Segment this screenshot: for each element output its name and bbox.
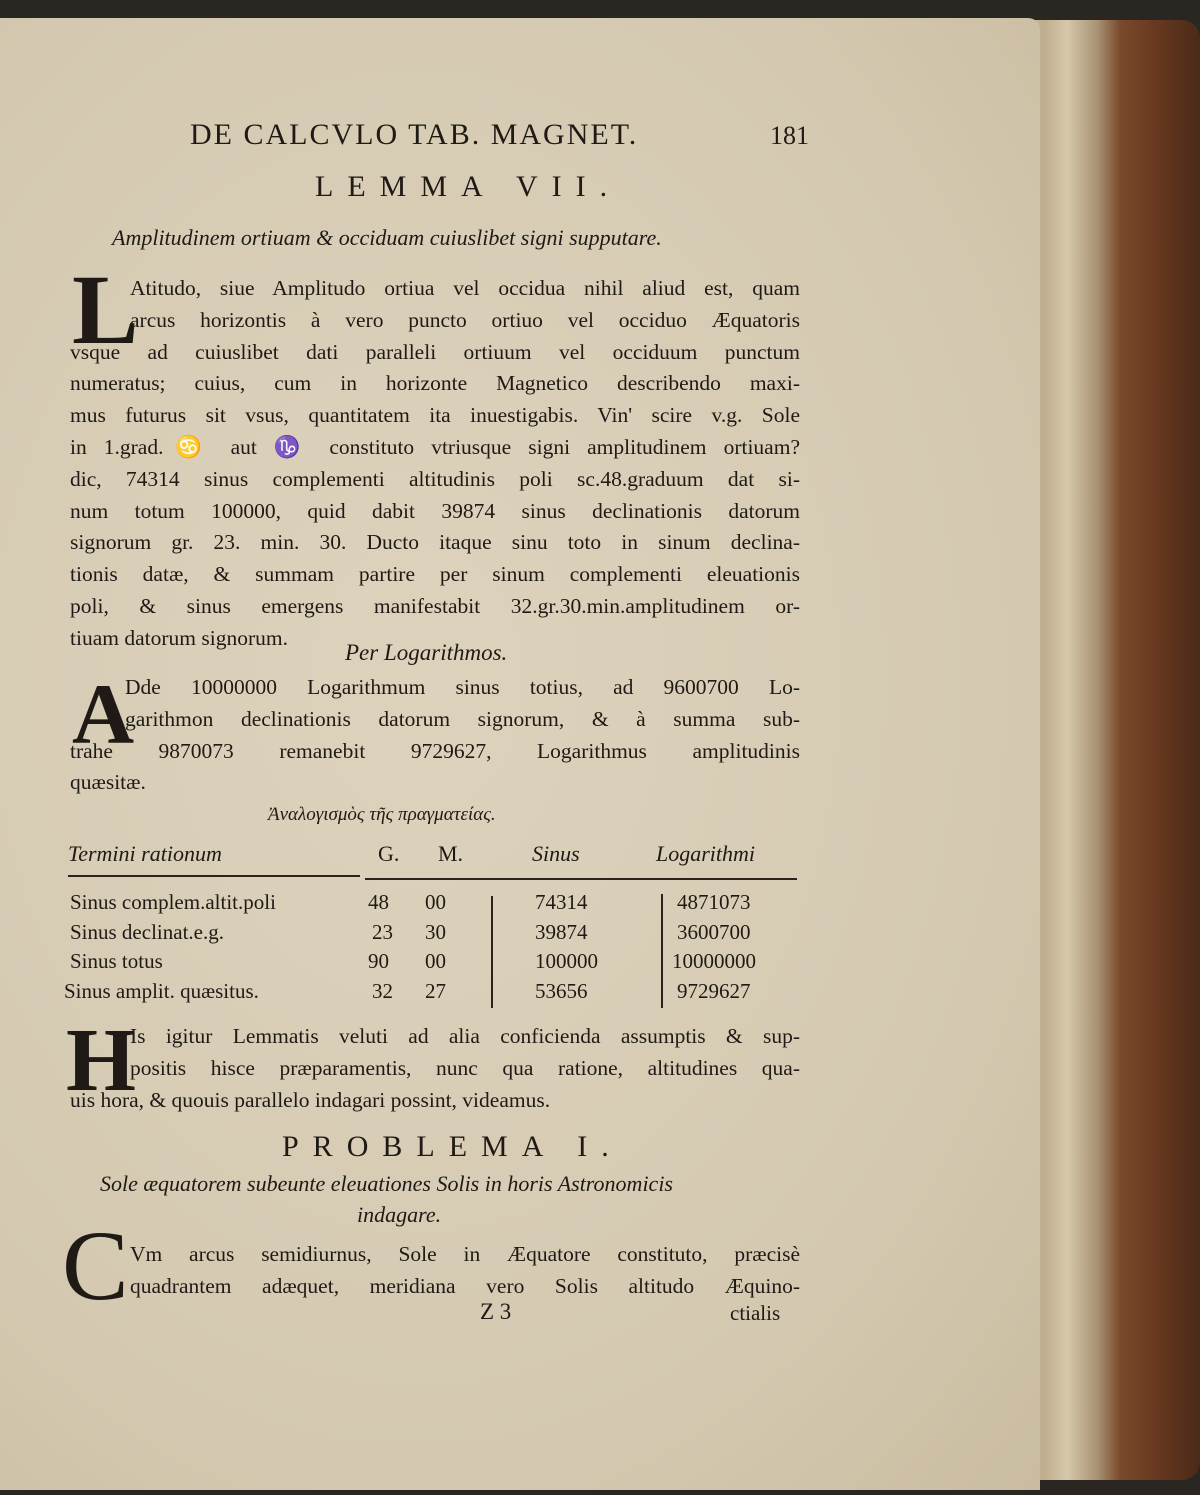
cell-m: 30	[425, 920, 446, 944]
logarithm-heading: Per Logarithmos.	[345, 640, 508, 665]
cell-m: 00	[425, 890, 446, 914]
lemma-paragraph	[70, 273, 800, 655]
dropcap-h: H	[66, 1011, 137, 1110]
header-m: M.	[438, 841, 464, 866]
logarithm-paragraph	[70, 666, 800, 799]
running-head: DE CALCVLO TAB. MAGNET.	[190, 118, 639, 151]
cell-g: 23	[372, 920, 393, 944]
text-line: tiuam datorum signorum.	[70, 625, 288, 650]
cell-term: Sinus complem.altit.poli	[70, 890, 276, 914]
text-line: numeratus; cuius, cum in horizonte Magnetico describendo maxi-	[70, 371, 800, 396]
text-line: quadrantem adæquet, meridiana vero Solis altitudo Æquino-	[130, 1273, 800, 1298]
text-line: Vm arcus semidiurnus, Sole in Æquatore constituto, præcisè	[130, 1242, 800, 1266]
cell-log: 4871073	[677, 890, 751, 914]
cell-g: 48	[368, 890, 389, 914]
catchword: ctialis	[730, 1301, 781, 1325]
book-page	[0, 18, 1040, 1490]
dropcap-c: C	[62, 1210, 129, 1321]
text-line: poli, & sinus emergens manifestabit 32.gr.30.min.amplitudinem or-	[70, 593, 800, 618]
cell-term: Sinus declinat.e.g.	[70, 920, 224, 944]
table-row	[0, 949, 820, 979]
cell-term: Sinus totus	[70, 949, 163, 973]
text-line: in 1.grad.♋ aut ♑ constituto vtriusque signi amplitudinem ortiuam?	[70, 434, 800, 459]
text-line: uis hora, & quouis parallelo indagari possint, videamus.	[70, 1087, 551, 1112]
text-line: tionis datæ, & summam partire per sinum complementi eleuationis	[70, 562, 800, 587]
cell-term: Sinus amplit. quæsitus.	[64, 979, 259, 1003]
problem-subtitle: Sole æquatorem subeunte eleuationes Solis in horis Astronomicis	[100, 1171, 673, 1196]
dropcap-a: A	[72, 666, 135, 762]
problem-paragraph	[70, 1239, 800, 1303]
dropcap-l: L	[72, 254, 139, 365]
cell-sinus: 39874	[535, 920, 588, 944]
text-line: trahe 9870073 remanebit 9729627, Logarithmus amplitudinis	[70, 738, 800, 763]
cell-sinus: 74314	[535, 890, 588, 914]
table-row	[0, 890, 820, 920]
header-sinus: Sinus	[532, 841, 580, 866]
text-line: garithmon declinationis datorum signorum, & à summa sub-	[125, 706, 800, 731]
signature-mark: Z 3	[480, 1299, 512, 1324]
cell-log: 10000000	[672, 949, 756, 973]
header-logarithmi: Logarithmi	[656, 841, 756, 866]
cell-g: 90	[368, 949, 389, 973]
text-line: arcus horizontis à vero puncto ortiuo vel occiduo Æquatoris	[130, 307, 800, 332]
text-line: Atitudo, siue Amplitudo ortiua vel occidua nihil aliud est, quam	[130, 276, 800, 300]
text-line: positis hisce præparamentis, nunc qua ratione, altitudines qua-	[130, 1055, 800, 1080]
problem-title: PROBLEMA I.	[282, 1130, 623, 1163]
cell-log: 3600700	[677, 920, 751, 944]
header-rule	[365, 878, 797, 880]
text-line: dic, 74314 sinus complementi altitudinis poli sc.48.graduum dat si-	[70, 466, 800, 491]
text-line: vsque ad cuiuslibet dati paralleli ortiuum vel occiduum punctum	[70, 339, 800, 364]
text-line: mus futurus sit vsus, quantitatem ita inuestigabis. Vin' scire v.g. Sole	[70, 403, 800, 428]
cell-log: 9729627	[677, 979, 751, 1003]
lemma-subtitle: Amplitudinem ortiuam & occiduam cuiuslibet signi supputare.	[112, 225, 662, 250]
cell-sinus: 100000	[535, 949, 598, 973]
table-caption: Ἀναλογισμὸς τῆς πραγματείας.	[268, 804, 496, 825]
cell-g: 32	[372, 979, 393, 1003]
lemma-title: LEMMA VII.	[315, 170, 622, 203]
problem-subtitle: indagare.	[357, 1202, 442, 1227]
table-row	[0, 979, 820, 1009]
page-number: 181	[770, 121, 809, 150]
table-row	[0, 920, 820, 950]
header-termini: Termini rationum	[68, 841, 222, 866]
text-line: num totum 100000, quid dabit 39874 sinus declinationis datorum	[70, 498, 800, 523]
text-line: Dde 10000000 Logarithmum sinus totius, ad 9600700 Lo-	[125, 675, 800, 699]
text-line: Is igitur Lemmatis veluti ad alia conficienda assumptis & sup-	[130, 1024, 800, 1048]
header-g: G.	[378, 841, 400, 866]
text-line: signorum gr. 23. min. 30. Ducto itaque sinu toto in sinum declina-	[70, 530, 800, 555]
cell-sinus: 53656	[535, 979, 588, 1003]
cell-m: 27	[425, 979, 446, 1003]
header-rule	[68, 875, 360, 877]
text-line: quæsitæ.	[70, 770, 146, 795]
cell-m: 00	[425, 949, 446, 973]
transition-paragraph	[70, 1021, 800, 1116]
